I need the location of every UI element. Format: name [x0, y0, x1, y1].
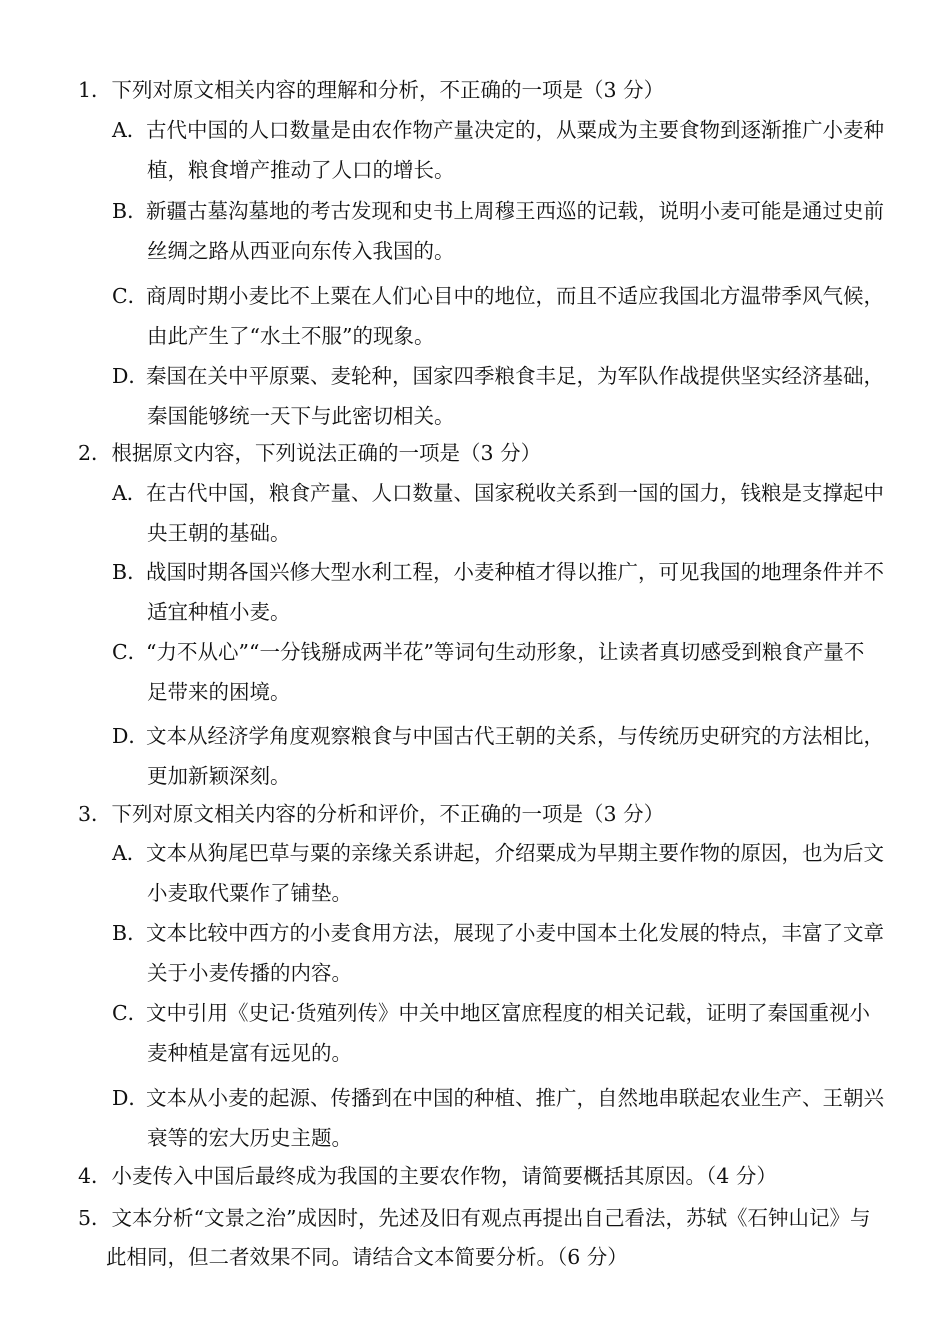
- option-1a: [112, 110, 884, 150]
- question-text: 下列对原文相关内容的理解和分析，不正确的一项是（3 分）: [111, 78, 665, 102]
- question-number: 2．: [78, 441, 112, 465]
- option-1c: [112, 276, 884, 316]
- option-text: 文本从狗尾巴草与粟的亲缘关系讲起，介绍粟成为早期主要作物的原因，也为后文: [146, 841, 884, 865]
- option-3b: [112, 913, 884, 953]
- question-number: 3．: [78, 802, 112, 826]
- option-1a-cont: 植，粮食增产推动了人口的增长。: [147, 158, 455, 182]
- option-label: C．: [112, 284, 149, 308]
- option-label: A．: [112, 118, 148, 142]
- option-1d: [112, 356, 884, 396]
- option-text: 秦国在关中平原粟、麦轮种，国家四季粮食丰足，为军队作战提供坚实经济基础，: [146, 364, 884, 388]
- option-3c: [112, 993, 870, 1033]
- option-3a: [112, 833, 884, 873]
- option-1d-cont: 秦国能够统一天下与此密切相关。: [147, 404, 455, 428]
- question-text: 下列对原文相关内容的分析和评价，不正确的一项是（3 分）: [111, 802, 665, 826]
- option-text: 文中引用《史记·货殖列传》中关中地区富庶程度的相关记载，证明了秦国重视小: [146, 1001, 871, 1025]
- option-1b: [112, 191, 884, 231]
- question-text: 根据原文内容，下列说法正确的一项是（3 分）: [111, 441, 542, 465]
- option-3d-cont: 衰等的宏大历史主题。: [147, 1126, 352, 1150]
- option-text: 文本比较中西方的小麦食用方法，展现了小麦中国本土化发展的特点，丰富了文章: [146, 921, 884, 945]
- option-text: 古代中国的人口数量是由农作物产量决定的，从粟成为主要食物到逐渐推广小麦种: [146, 118, 884, 142]
- question-2-stem: [78, 433, 541, 473]
- question-5-stem: [78, 1198, 871, 1238]
- option-2a-cont: 央王朝的基础。: [147, 521, 291, 545]
- option-text: 文本从小麦的起源、传播到在中国的种植、推广，自然地串联起农业生产、王朝兴: [146, 1086, 884, 1110]
- question-4-stem: [78, 1156, 777, 1196]
- option-label: A．: [112, 841, 148, 865]
- option-3b-cont: 关于小麦传播的内容。: [147, 961, 352, 985]
- question-number: 5．: [78, 1206, 112, 1230]
- option-1c-cont: 由此产生了“水土不服”的现象。: [147, 324, 435, 348]
- option-label: B．: [112, 199, 148, 223]
- option-label: B．: [112, 921, 148, 945]
- option-text: 新疆古墓沟墓地的考古发现和史书上周穆王西巡的记载，说明小麦可能是通过史前: [146, 199, 884, 223]
- option-3d: [112, 1078, 884, 1118]
- option-label: D．: [112, 1086, 149, 1110]
- option-label: C．: [112, 640, 149, 664]
- option-2c: [112, 632, 864, 672]
- option-label: C．: [112, 1001, 149, 1025]
- option-text: 文本从经济学角度观察粮食与中国古代王朝的关系，与传统历史研究的方法相比，: [146, 724, 884, 748]
- option-label: A．: [112, 481, 148, 505]
- question-number: 4．: [78, 1164, 112, 1188]
- option-1b-cont: 丝绸之路从西亚向东传入我国的。: [147, 239, 455, 263]
- question-5-stem-cont: 此相同，但二者效果不同。请结合文本简要分析。（6 分）: [106, 1245, 628, 1269]
- option-label: D．: [112, 364, 149, 388]
- option-2b: [112, 552, 884, 592]
- option-text: 在古代中国，粮食产量、人口数量、国家税收关系到一国的国力，钱粮是支撑起中: [146, 481, 884, 505]
- option-2b-cont: 适宜种植小麦。: [147, 600, 291, 624]
- option-3a-cont: 小麦取代粟作了铺垫。: [147, 881, 352, 905]
- option-text: “力不从心”“一分钱掰成两半花”等词句生动形象，让读者真切感受到粮食产量不: [146, 640, 865, 664]
- option-2d: [112, 716, 884, 756]
- option-3c-cont: 麦种植是富有远见的。: [147, 1041, 352, 1065]
- question-1-stem: [78, 70, 664, 110]
- option-label: B．: [112, 560, 148, 584]
- option-text: 战国时期各国兴修大型水利工程，小麦种植才得以推广，可见我国的地理条件并不: [146, 560, 884, 584]
- option-2d-cont: 更加新颖深刻。: [147, 764, 291, 788]
- question-text: 小麦传入中国后最终成为我国的主要农作物，请简要概括其原因。（4 分）: [111, 1164, 777, 1188]
- question-text: 文本分析“文景之治”成因时，先述及旧有观点再提出自己看法，苏轼《石钟山记》与: [111, 1206, 871, 1230]
- question-number: 1．: [78, 78, 112, 102]
- option-label: D．: [112, 724, 149, 748]
- question-3-stem: [78, 794, 664, 834]
- option-2c-cont: 足带来的困境。: [147, 680, 291, 704]
- option-text: 商周时期小麦比不上粟在人们心目中的地位，而且不适应我国北方温带季风气候，: [146, 284, 884, 308]
- option-2a: [112, 473, 884, 513]
